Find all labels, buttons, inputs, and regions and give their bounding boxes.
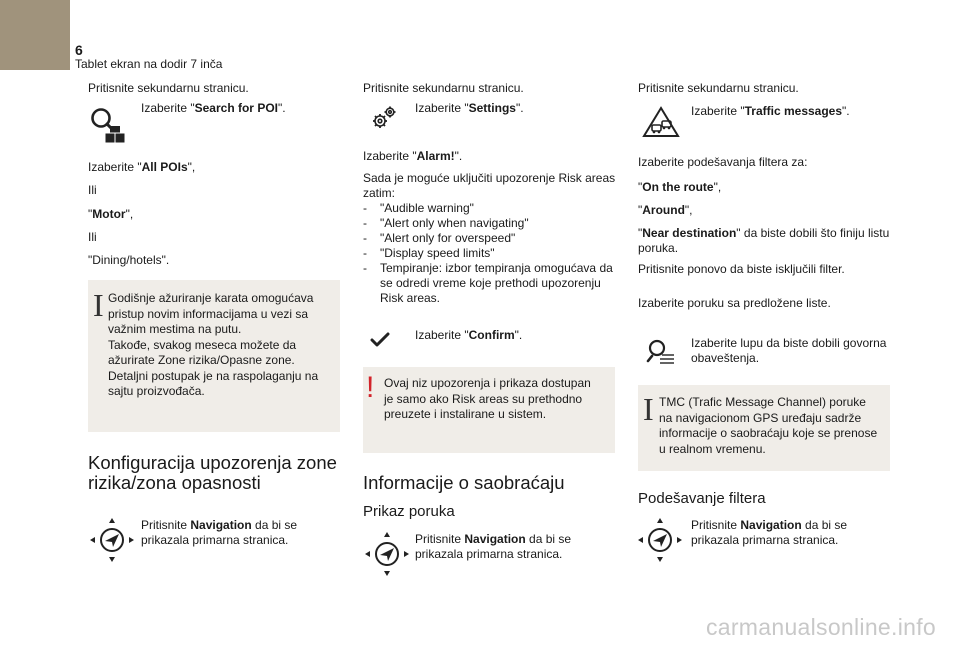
col2-intro: Pritisnite sekundarnu stranicu. bbox=[363, 81, 524, 95]
col3-choose-message: Izaberite poruku sa predložene liste. bbox=[638, 296, 831, 310]
col2-navigation-step: Pritisnite Navigation da bi se prikazala primarna stranica. bbox=[415, 532, 572, 561]
col1-step-search-poi: Izaberite "Search for POI". bbox=[141, 101, 286, 115]
col2-section-heading: Informacije o saobraćaju bbox=[363, 472, 565, 493]
alarm-option: - "Alert only for overspeed" bbox=[363, 231, 623, 246]
page-header: Tablet ekran na dodir 7 inča bbox=[75, 57, 223, 71]
col1-option-all-pois: Izaberite "All POIs", bbox=[88, 160, 196, 174]
confirm-check-icon bbox=[370, 332, 390, 348]
col3-filter-on-route: "On the route", bbox=[638, 180, 722, 194]
col1-option-dining: "Dining/hotels". bbox=[88, 253, 170, 267]
col3-filter-intro: Izaberite podešavanja filtera za: bbox=[638, 155, 808, 169]
alarm-option: - "Audible warning" bbox=[363, 201, 623, 216]
navigation-icon bbox=[363, 530, 411, 578]
col2-step-confirm: Izaberite "Confirm". bbox=[415, 328, 523, 342]
navigation-icon bbox=[636, 516, 684, 564]
col1-info-box bbox=[88, 280, 340, 432]
alarm-option: - "Alert only when navigating" bbox=[363, 216, 623, 231]
warning-exclamation-icon: ! bbox=[366, 371, 375, 404]
col3-info-text: TMC (Trafic Message Channel) poruke na navigacionom GPS uređaju sadrže informacije o saobraćaju koje se prenose u realnom vremenu. bbox=[659, 395, 878, 456]
col1-section-heading: Konfiguracija upozorenja zone rizika/zona opasnosti bbox=[88, 452, 337, 493]
info-icon: I bbox=[643, 391, 654, 427]
col2-step-settings: Izaberite "Settings". bbox=[415, 101, 524, 115]
col2-subheading: Prikaz poruka bbox=[363, 503, 455, 520]
settings-gear-icon bbox=[370, 104, 398, 132]
col2-step-alarm: Izaberite "Alarm!". bbox=[363, 149, 463, 163]
col1-ili-2: Ili bbox=[88, 230, 97, 244]
navigation-icon bbox=[88, 516, 136, 564]
col3-step-traffic-messages: Izaberite "Traffic messages". bbox=[691, 104, 850, 118]
col1-info-text: Godišnje ažuriranje karata omogućava pristup novim informacijama u vezi sa važnim mestima na putu. Takođe, svakog meseca možete da ažurirate Zone rizika/Opasne zone. Detaljni postupak je na raspolaganju na sajtu proizvođača. bbox=[108, 291, 319, 398]
col3-info-box bbox=[638, 385, 890, 471]
alarm-option: - Tempiranje: izbor tempiranja omogućava da se odredi vreme koje prethodi upozorenju Risk areas. bbox=[363, 261, 623, 306]
col3-filter-near-destination: "Near destination" da biste dobili što finiju listu poruka. bbox=[638, 226, 890, 255]
col2-alarm-description: Sada je moguće uključiti upozorenje Risk areas zatim: - "Audible warning" - "Alert only when navigating" - "Alert only for overspeed" - "Display speed limits" - Tempiranje: izbor tempiranja omogućava da se odredi vreme koje prethodi upozorenju Risk areas. bbox=[363, 171, 623, 306]
traffic-messages-icon bbox=[642, 106, 680, 138]
search-poi-icon bbox=[88, 106, 128, 146]
alarm-option: - "Display speed limits" bbox=[363, 246, 623, 261]
info-icon: I bbox=[93, 287, 104, 323]
col1-option-motor: "Motor", bbox=[88, 207, 134, 221]
voice-magnifier-icon bbox=[646, 338, 676, 368]
col1-navigation-step: Pritisnite Navigation da bi se prikazala primarna stranica. bbox=[141, 518, 298, 547]
col3-intro: Pritisnite sekundarnu stranicu. bbox=[638, 81, 799, 95]
chapter-tab bbox=[0, 0, 70, 70]
col2-warning-box bbox=[363, 367, 615, 453]
col3-voice-step: Izaberite lupu da biste dobili govorna obaveštenja. bbox=[691, 336, 887, 365]
col3-filter-off: Pritisnite ponovo da biste isključili filter. bbox=[638, 262, 845, 276]
watermark: carmanualsonline.info bbox=[705, 614, 936, 640]
col1-ili-1: Ili bbox=[88, 183, 97, 197]
page-number: 6 bbox=[75, 42, 83, 58]
col1-intro: Pritisnite sekundarnu stranicu. bbox=[88, 81, 249, 95]
col2-warning-text: Ovaj niz upozorenja i prikaza dostupan je samo ako Risk areas su prethodno preuzete i instalirane u sistem. bbox=[384, 376, 591, 421]
col3-navigation-step: Pritisnite Navigation da bi se prikazala primarna stranica. bbox=[691, 518, 848, 547]
col3-section-heading: Podešavanje filtera bbox=[638, 490, 766, 507]
col3-filter-around: "Around", bbox=[638, 203, 693, 217]
